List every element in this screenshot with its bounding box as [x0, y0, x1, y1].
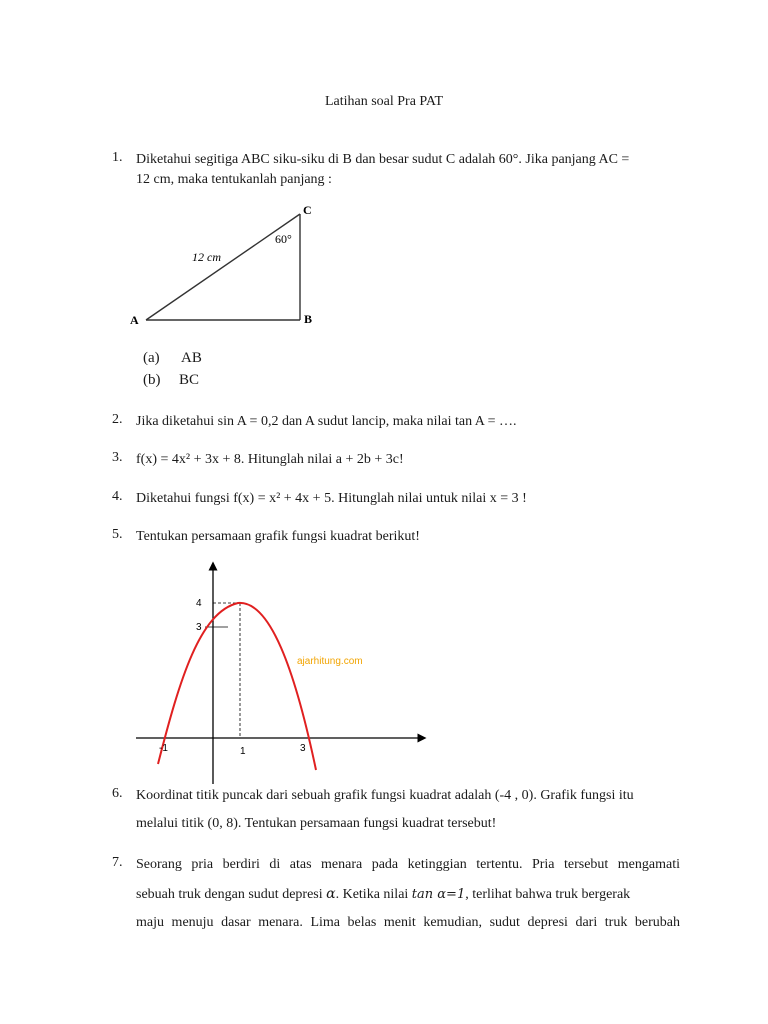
question-2-text: Jika diketahui sin A = 0,2 dan A sudut lancip, maka nilai tan A = …. [136, 414, 517, 429]
question-7-line-2-part-c: , terlihat bahwa truk bergerak [465, 887, 631, 902]
question-5-number: 5. [112, 527, 123, 542]
question-2-number: 2. [112, 412, 123, 427]
question-7-line-2-part-a: sebuah truk dengan sudut depresi [136, 887, 323, 902]
question-7-line-1: Seorang pria berdiri di atas menara pada ketinggian tertentu. Pria tersebut mengamati [136, 857, 680, 872]
question-3-text: f(x) = 4x² + 3x + 8. Hitunglah nilai a + 2b + 3c! [136, 452, 404, 467]
y-label-3: 3 [196, 622, 202, 633]
question-4-text: Diketahui fungsi f(x) = x² + 4x + 5. Hitunglah nilai untuk nilai x = 3 ! [136, 491, 527, 506]
question-1-line-1: Diketahui segitiga ABC siku-siku di B dan besar sudut C adalah 60°. Jika panjang AC = [136, 152, 630, 167]
x-label-neg1: -1 [159, 743, 168, 754]
question-6-number: 6. [112, 786, 123, 801]
option-a-value: AB [181, 350, 202, 366]
question-1-number: 1. [112, 150, 123, 165]
option-b-value: BC [179, 372, 200, 388]
option-b-label: (b) [143, 372, 161, 388]
triangle-diagram [122, 196, 334, 336]
x-label-3: 3 [300, 743, 306, 754]
question-5-text: Tentukan persamaan grafik fungsi kuadrat berikut! [136, 529, 420, 544]
question-3-number: 3. [112, 450, 123, 465]
question-6-line-1: Koordinat titik puncak dari sebuah grafik fungsi kuadrat adalah (-4 , 0). Grafik fungsi itu [136, 788, 634, 803]
vertex-a-label: A [130, 313, 139, 327]
option-a-label: (a) [143, 350, 160, 366]
parabola-curve [158, 603, 316, 770]
angle-label: 60° [275, 232, 292, 246]
vertex-b-label: B [304, 312, 313, 326]
page-title: Latihan soal Pra PAT [324, 94, 444, 109]
question-7-line-3: maju menuju dasar menara. Lima belas menit kemudian, sudut depresi dari truk berubah [136, 915, 680, 930]
parabola-graph [130, 560, 430, 786]
watermark: ajarhitung.com [297, 656, 363, 667]
question-1-line-2: 12 cm, maka tentukanlah panjang : [136, 172, 332, 187]
y-label-4: 4 [196, 598, 202, 609]
question-7-line-2 [136, 884, 680, 905]
alpha-symbol: α [326, 886, 336, 902]
question-6-line-2: melalui titik (0, 8). Tentukan persamaan fungsi kuadrat tersebut! [136, 816, 497, 831]
vertex-c-label: C [303, 203, 312, 217]
question-4-number: 4. [112, 489, 123, 504]
x-label-1: 1 [240, 746, 246, 757]
question-7-number: 7. [112, 855, 123, 870]
question-7-line-2-part-b: . Ketika nilai [335, 887, 409, 902]
hypotenuse-label: 12 cm [192, 250, 221, 264]
tan-alpha-expression: tan α=1 [411, 887, 466, 902]
